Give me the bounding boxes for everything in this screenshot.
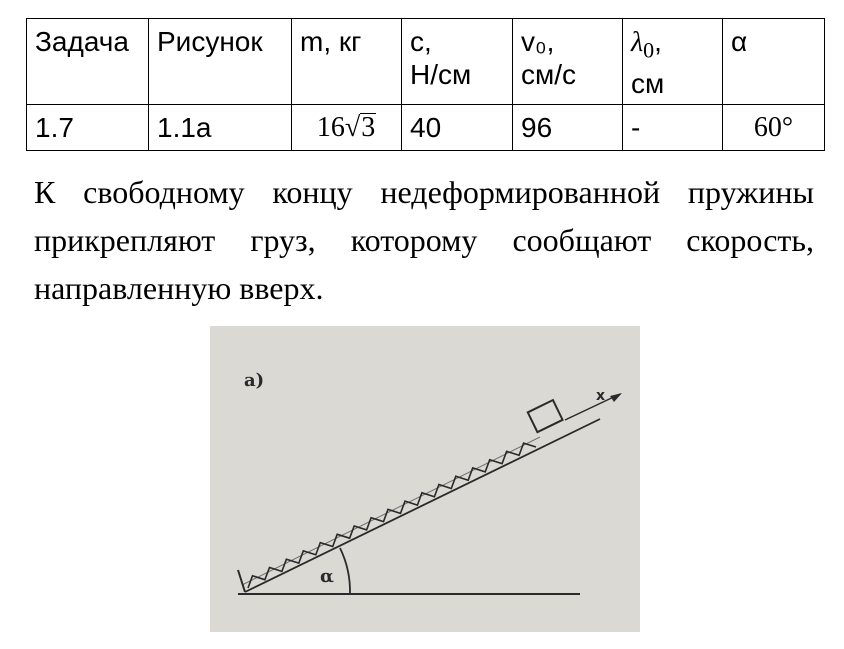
panel-label: а) (244, 370, 265, 391)
figure-photo (210, 326, 640, 632)
cell-lambda: - (623, 104, 723, 150)
header-figure: Рисунок (149, 19, 292, 105)
problem-text: К свободному концу недеформированной пружины прикрепляют груз, которому сообщают скорость, направленную вверх. (34, 174, 814, 306)
cell-mass: 16√3 (292, 104, 402, 150)
table-header-row (27, 19, 825, 105)
header-stiffness: с, Н/см (402, 19, 513, 105)
photo-glare (210, 326, 640, 632)
header-task: Задача (27, 19, 149, 105)
cell-figure: 1.1а (149, 104, 292, 150)
axis-label: x (596, 388, 606, 404)
task-table (26, 18, 825, 151)
header-alpha: α (723, 19, 825, 105)
cell-alpha: 60° (723, 104, 825, 150)
header-velocity: v₀, см/с (513, 19, 623, 105)
cell-task: 1.7 (27, 104, 149, 150)
table-row (27, 104, 825, 150)
angle-label: α (320, 566, 334, 587)
cell-stiffness: 40 (402, 104, 513, 150)
header-lambda: $\lambda_0$, см (623, 19, 723, 105)
header-mass: m, кг (292, 19, 402, 105)
cell-velocity: 96 (513, 104, 623, 150)
